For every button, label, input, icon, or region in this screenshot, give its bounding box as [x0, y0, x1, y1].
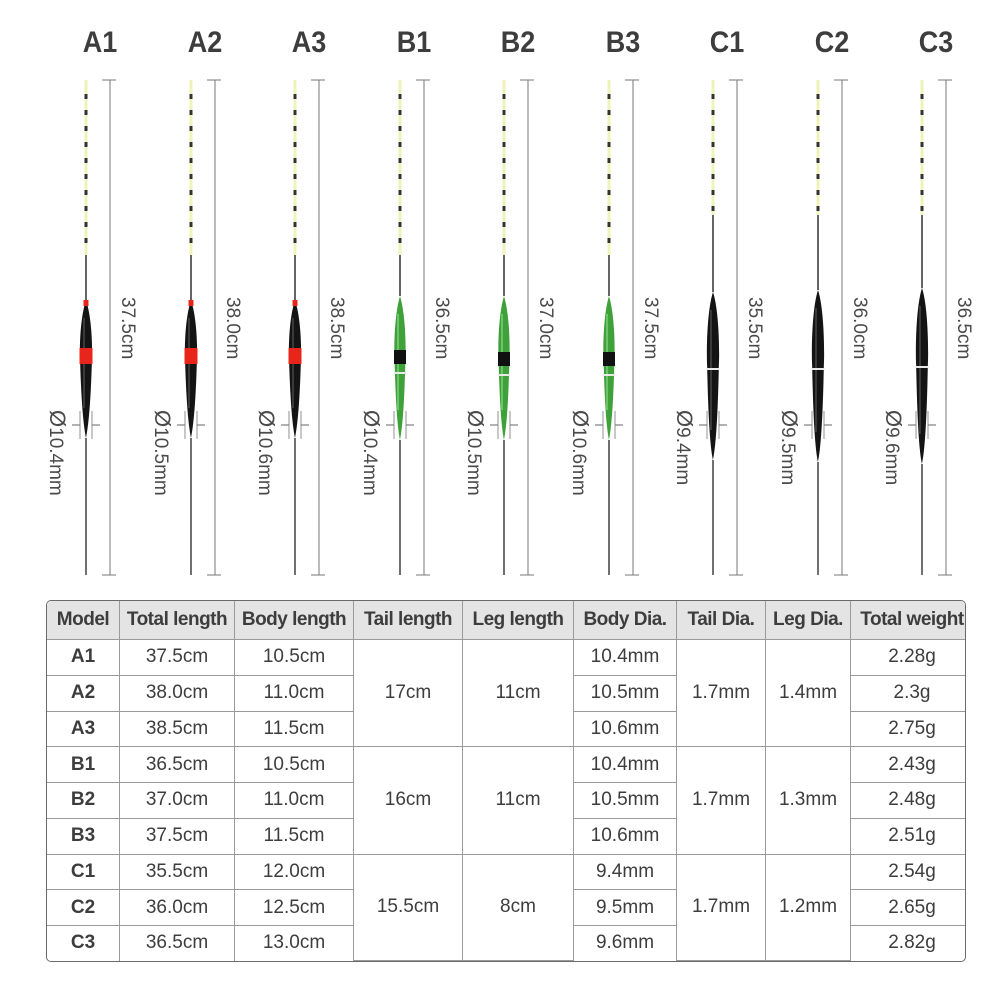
body-stripe [916, 366, 929, 368]
float-model-label: B3 [605, 26, 640, 59]
total-weight-cell: 2.3g [851, 675, 967, 711]
float-body [498, 296, 509, 440]
total-weight-cell: 2.82g [851, 926, 967, 961]
body-stripe [394, 372, 406, 374]
float-model-label: A1 [82, 26, 118, 59]
float-illustration [48, 0, 152, 590]
float-illustration [571, 0, 675, 590]
float-model-label: C1 [709, 26, 745, 59]
leg-dia-cell: 1.2mm [766, 854, 851, 961]
model-cell: C2 [47, 890, 120, 926]
tail-length-cell: 15.5cm [354, 854, 463, 961]
column-header: Body length [235, 601, 354, 640]
total-length-cell: 37.5cm [120, 640, 235, 676]
total-length-cell: 38.5cm [120, 711, 235, 747]
total-weight-cell: 2.51g [851, 818, 967, 854]
table-body [47, 640, 966, 961]
body-stripe [603, 374, 615, 376]
diameter-value: 10.5mm [149, 427, 171, 496]
diameter-value: 10.4mm [358, 427, 380, 496]
body-band [289, 348, 302, 364]
body-dia-cell: 10.4mm [574, 747, 677, 783]
float-illustration [780, 0, 884, 590]
total-length-label: 37.5cm [639, 297, 661, 360]
float-body [603, 296, 614, 440]
body-diameter-label [44, 410, 70, 496]
total-length-label: 35.5cm [744, 297, 765, 360]
float-c1 [672, 0, 779, 590]
leg-length-cell: 11cm [463, 747, 574, 854]
body-length-cell: 10.5cm [235, 747, 354, 783]
total-length-cell: 37.0cm [120, 783, 235, 819]
body-length-cell: 12.0cm [235, 854, 354, 890]
body-tip [84, 300, 89, 306]
body-diameter-label [880, 410, 906, 485]
diameter-symbol: Ø [149, 410, 175, 428]
column-header: Tail length [354, 601, 463, 640]
body-band [184, 348, 197, 364]
float-c2 [776, 0, 884, 590]
leg-dia-cell: 1.4mm [766, 640, 851, 747]
body-diameter-label [462, 410, 488, 496]
float-b2 [463, 0, 570, 590]
tail-length-cell: 17cm [354, 640, 463, 747]
leg-length-cell: 11cm [463, 640, 574, 747]
body-length-cell: 11.5cm [235, 818, 354, 854]
float-model-label: B2 [500, 26, 536, 59]
body-diameter-label [358, 410, 384, 496]
tail-dia-cell: 1.7mm [677, 640, 766, 747]
float-a1 [45, 0, 152, 590]
model-cell: C1 [47, 854, 120, 890]
column-header: Leg Dia. [766, 601, 851, 640]
diameter-symbol: Ø [881, 410, 906, 428]
total-length-label: 36.5cm [953, 297, 974, 360]
body-dia-cell: 10.4mm [574, 640, 677, 676]
float-b1 [358, 0, 466, 590]
total-length-cell: 36.5cm [120, 926, 235, 961]
total-length-label: 36.5cm [430, 297, 452, 360]
spec-table [47, 601, 966, 961]
model-cell: A3 [47, 711, 120, 747]
body-diameter-label [253, 410, 279, 496]
body-dia-cell: 9.6mm [574, 926, 677, 961]
model-cell: A2 [47, 675, 120, 711]
body-band [498, 352, 510, 366]
float-body [916, 288, 928, 464]
float-body [811, 290, 823, 462]
diameter-value: 10.6mm [254, 427, 275, 496]
float-b3 [567, 0, 675, 590]
body-dia-cell: 10.6mm [574, 818, 677, 854]
float-body [80, 300, 92, 438]
body-length-cell: 10.5cm [235, 640, 354, 676]
leg-dia-cell: 1.3mm [766, 747, 851, 854]
float-illustration [362, 0, 466, 590]
diameter-value: 10.5mm [463, 427, 484, 496]
model-cell: A1 [47, 640, 120, 676]
body-stripe [707, 368, 720, 370]
model-cell: B2 [47, 783, 120, 819]
float-model-label: C2 [814, 26, 849, 59]
total-length-cell: 36.0cm [120, 890, 235, 926]
table-row [47, 854, 966, 890]
float-body [184, 300, 196, 438]
diameter-value: 10.6mm [567, 427, 589, 496]
leg-length-cell: 8cm [463, 854, 574, 961]
float-body [289, 300, 301, 438]
body-length-cell: 13.0cm [235, 926, 354, 961]
model-cell: C3 [47, 926, 120, 961]
column-header: Model [47, 601, 120, 640]
body-length-cell: 11.0cm [235, 783, 354, 819]
diameter-symbol: Ø [672, 410, 697, 428]
body-dia-cell: 9.5mm [574, 890, 677, 926]
tail-length-cell: 16cm [354, 747, 463, 854]
table-row [47, 747, 966, 783]
total-weight-cell: 2.43g [851, 747, 967, 783]
column-header: Leg length [463, 601, 574, 640]
body-length-cell: 12.5cm [235, 890, 354, 926]
table-header-row [47, 601, 966, 640]
total-weight-cell: 2.28g [851, 640, 967, 676]
float-a3 [254, 0, 361, 590]
column-header: Total weight [851, 601, 967, 640]
float-illustration [884, 0, 988, 590]
float-illustration [153, 0, 257, 590]
body-tip [188, 300, 193, 306]
diameter-value: 10.4mm [45, 427, 66, 496]
float-model-label: A2 [187, 26, 222, 59]
total-weight-cell: 2.48g [851, 783, 967, 819]
total-length-label: 38.5cm [326, 297, 347, 360]
float-illustration [257, 0, 361, 590]
body-length-cell: 11.0cm [235, 675, 354, 711]
float-model-label: C3 [918, 26, 954, 59]
total-length-label: 38.0cm [221, 297, 243, 360]
diameter-value: 9.6mm [881, 427, 902, 486]
body-diameter-label [671, 410, 697, 485]
diameter-symbol: Ø [358, 410, 384, 428]
float-body [394, 296, 405, 440]
column-header: Tail Dia. [677, 601, 766, 640]
diameter-value: 9.4mm [672, 427, 693, 486]
body-tip [293, 300, 298, 306]
column-header: Body Dia. [574, 601, 677, 640]
tail-dia-cell: 1.7mm [677, 747, 766, 854]
total-length-cell: 35.5cm [120, 854, 235, 890]
body-diameter-label [567, 410, 593, 496]
total-weight-cell: 2.65g [851, 890, 967, 926]
body-dia-cell: 9.4mm [574, 854, 677, 890]
body-length-cell: 11.5cm [235, 711, 354, 747]
total-length-cell: 36.5cm [120, 747, 235, 783]
body-dia-cell: 10.5mm [574, 675, 677, 711]
body-stripe [811, 368, 824, 370]
spec-table-container [46, 600, 966, 962]
diameter-symbol: Ø [567, 410, 593, 428]
body-dia-cell: 10.6mm [574, 711, 677, 747]
body-dia-cell: 10.5mm [574, 783, 677, 819]
body-stripe [498, 374, 510, 376]
model-cell: B1 [47, 747, 120, 783]
body-band [80, 348, 93, 364]
total-length-cell: 37.5cm [120, 818, 235, 854]
table-row [47, 640, 966, 676]
total-length-cell: 38.0cm [120, 675, 235, 711]
tail-dia-cell: 1.7mm [677, 854, 766, 961]
column-header: Total length [120, 601, 235, 640]
float-illustration [675, 0, 779, 590]
diameter-symbol: Ø [45, 410, 70, 428]
total-weight-cell: 2.75g [851, 711, 967, 747]
float-illustration [466, 0, 570, 590]
body-band [603, 352, 615, 366]
body-band [394, 350, 406, 364]
body-diameter-label [776, 410, 802, 485]
total-length-label: 37.5cm [117, 297, 138, 360]
float-body [707, 292, 719, 460]
float-a2 [149, 0, 257, 590]
diameter-symbol: Ø [254, 410, 279, 428]
diameter-value: 9.5mm [776, 427, 798, 486]
model-cell: B3 [47, 818, 120, 854]
body-diameter-label [149, 410, 175, 496]
total-weight-cell: 2.54g [851, 854, 967, 890]
total-length-label: 36.0cm [848, 297, 870, 360]
float-model-label: A3 [291, 26, 327, 59]
float-model-label: B1 [396, 26, 431, 59]
total-length-label: 37.0cm [535, 297, 556, 360]
float-c3 [881, 0, 988, 590]
diameter-symbol: Ø [776, 410, 802, 428]
diameter-symbol: Ø [463, 410, 488, 428]
